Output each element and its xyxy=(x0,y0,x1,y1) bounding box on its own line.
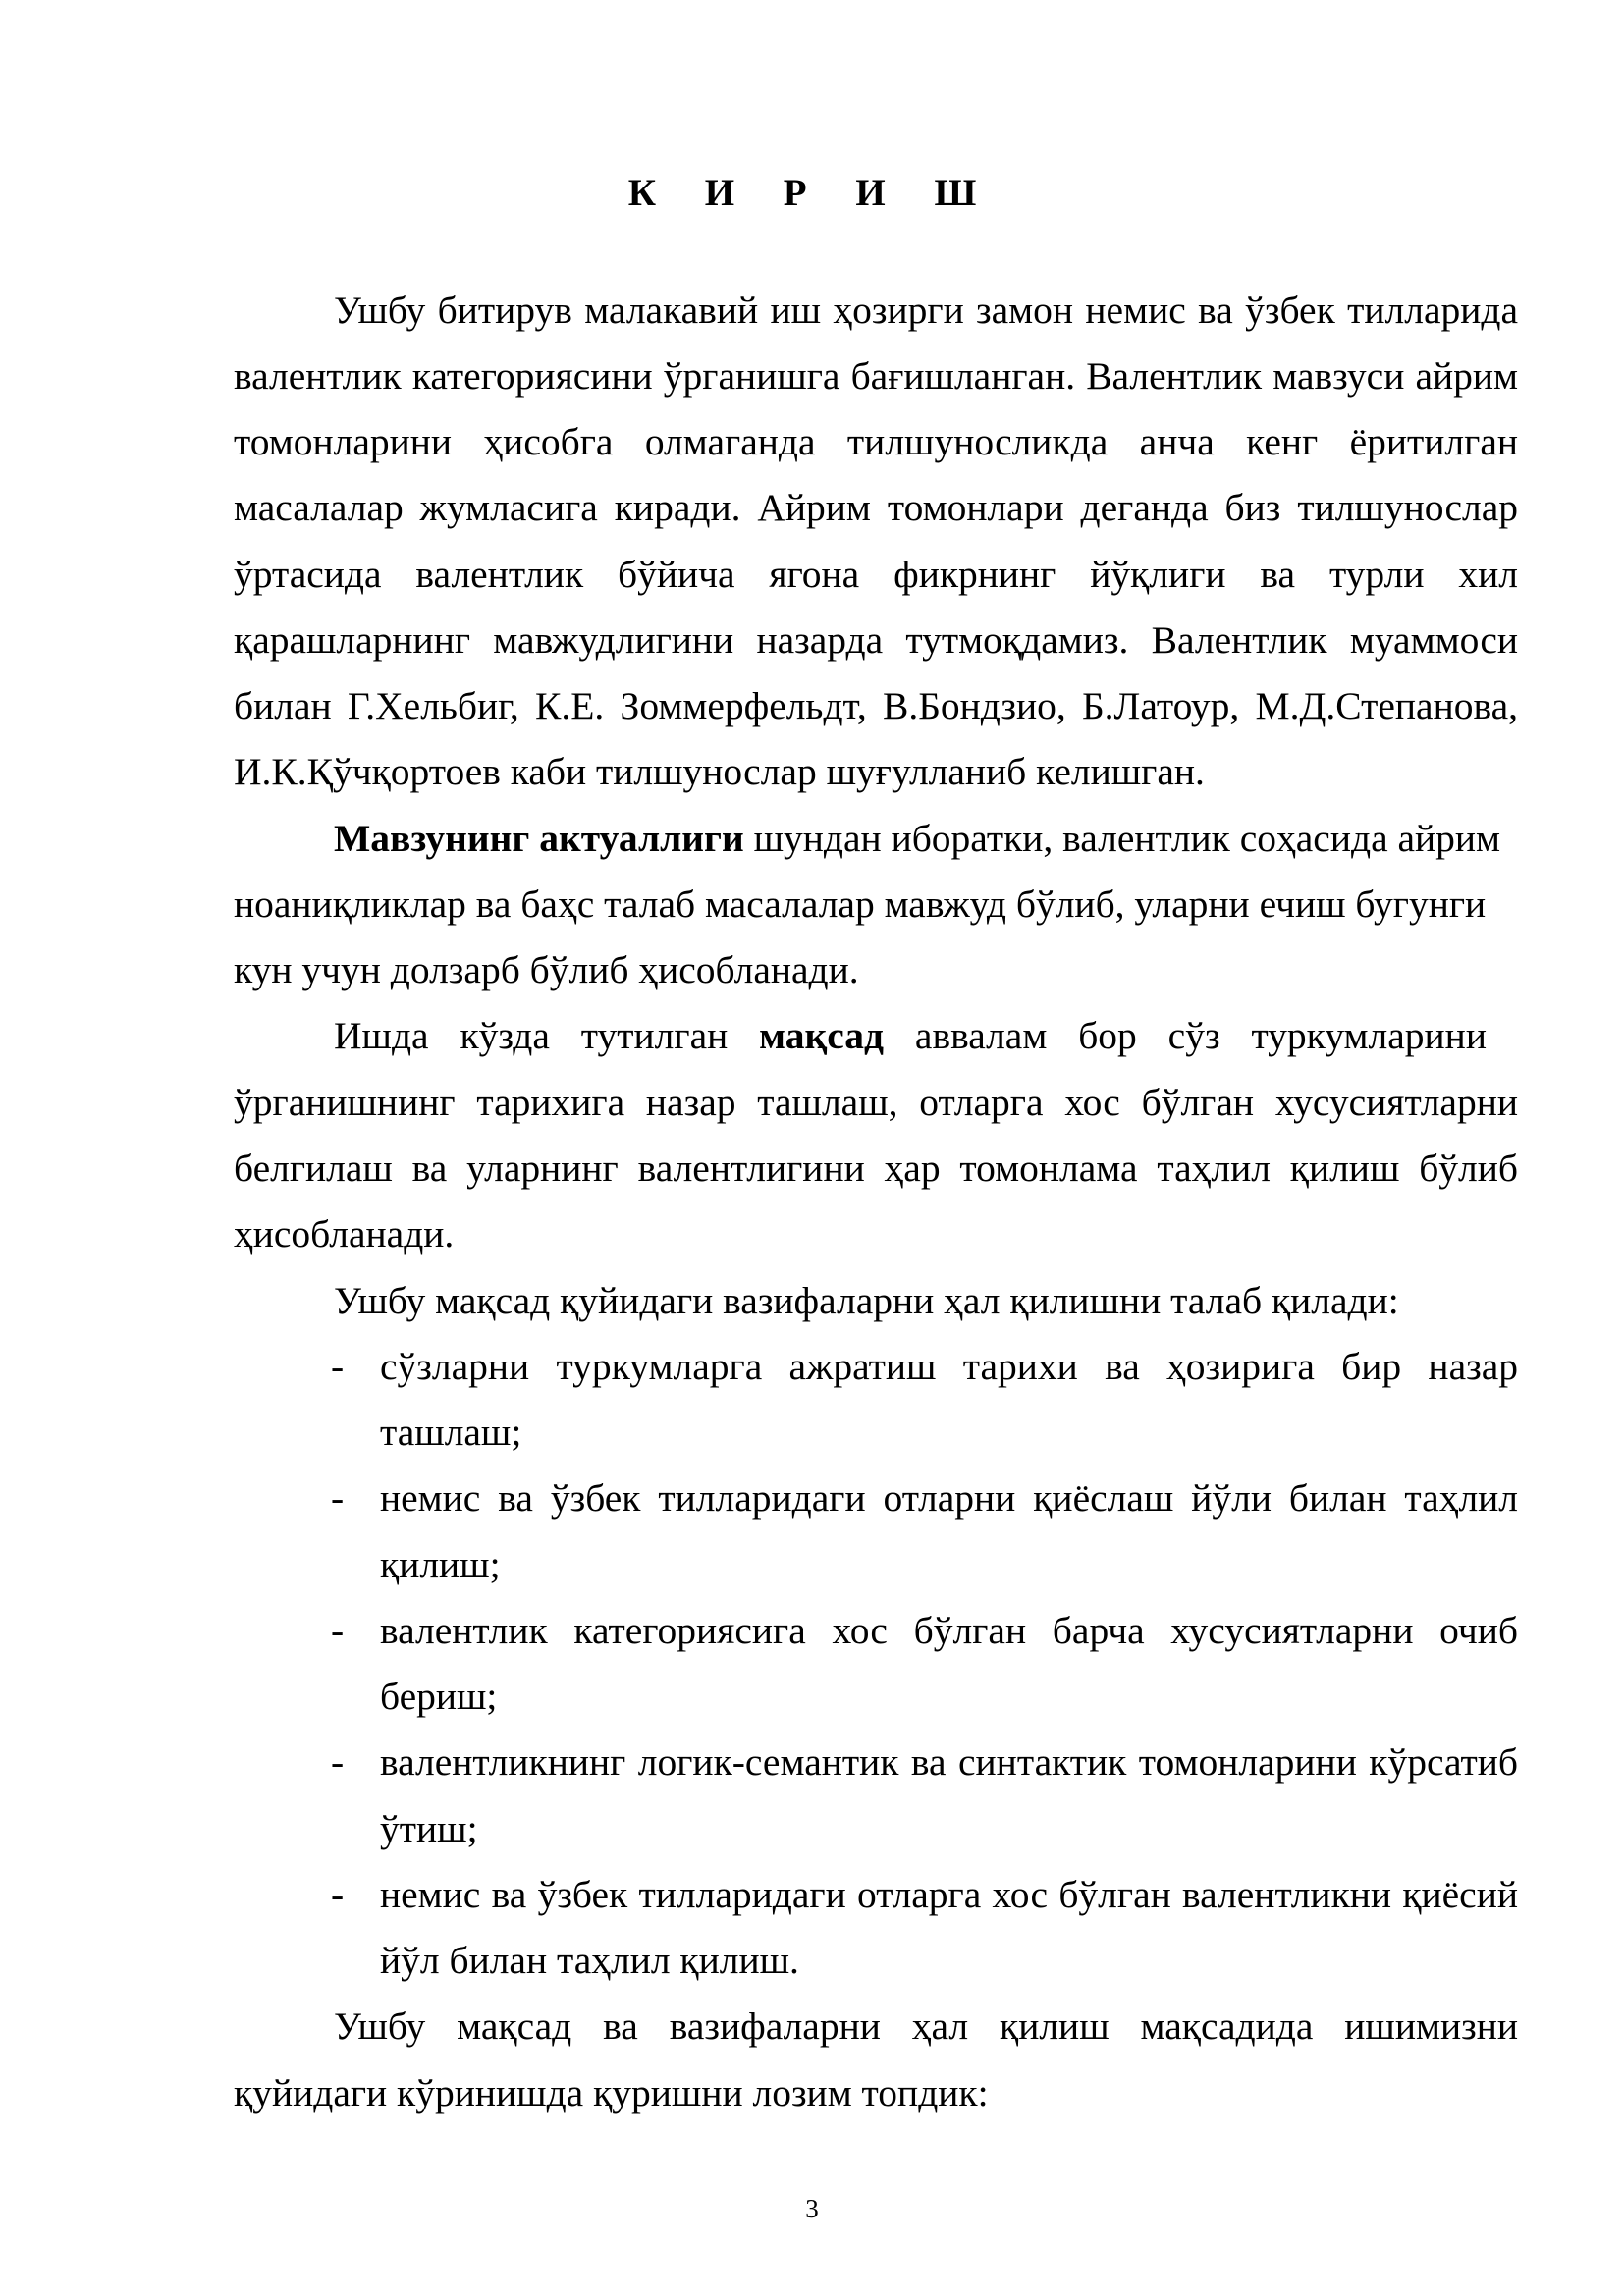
bold-term-relevance: Мавзунинг актуаллиги xyxy=(334,817,744,860)
paragraph-line: ўртасида валентлик бўйича ягона фикрнинг йўқлиги ва турли хил xyxy=(234,553,1518,596)
paragraph-line: белгилаш ва уларнинг валентлигини ҳар томонлама таҳлил қилиш бўлиб xyxy=(234,1147,1518,1190)
page-number: 3 xyxy=(805,2194,819,2223)
list-item-line: қилиш; xyxy=(380,1543,501,1586)
paragraph-line: ўрганишнинг тарихига назар ташлаш, отларга хос бўлган хусусиятларни xyxy=(234,1081,1518,1124)
paragraph-line: валентлик категориясини ўрганишга бағишланган. Валентлик мавзуси айрим xyxy=(234,354,1518,398)
paragraph-line: Ушбу мақсад ва вазифаларни ҳал қилиш мақсадида ишимизни xyxy=(334,2004,1518,2048)
text-run: Ишда кўзда тутилган xyxy=(334,1014,760,1057)
list-item-line: немис ва ўзбек тилларидаги отларга хос бўлган валентликни қиёсий xyxy=(380,1873,1518,1916)
list-item-line: валентлик категориясига хос бўлган барча хусусиятларни очиб xyxy=(380,1609,1518,1652)
list-bullet: - xyxy=(331,1345,345,1388)
paragraph-line xyxy=(334,815,1518,862)
list-item-line: ташлаш; xyxy=(380,1411,522,1454)
paragraph-line: Ушбу битирув малакавий иш ҳозирги замон немис ва ўзбек тилларида xyxy=(334,289,1518,332)
paragraph-line: кун учун долзарб бўлиб ҳисобланади. xyxy=(234,948,859,991)
paragraph-line: билан Г.Хельбиг, К.Е. Зоммерфельдт, В.Бондзио, Б.Латоур, М.Д.Степанова, xyxy=(234,684,1518,727)
paragraph-line: қарашларнинг мавжудлигини назарда тутмоқдамиз. Валентлик муаммоси xyxy=(234,618,1518,662)
list-item-line: ўтиш; xyxy=(380,1807,478,1850)
paragraph-line: масалалар жумласига киради. Айрим томонлари деганда биз тилшунослар xyxy=(234,486,1518,529)
paragraph-line: Ушбу мақсад қуйидаги вазифаларни ҳал қилишни талаб қилади: xyxy=(334,1279,1399,1322)
list-item-line: бериш; xyxy=(380,1675,498,1718)
list-bullet: - xyxy=(331,1476,345,1520)
list-item-line: немис ва ўзбек тилларидаги отларни қиёслаш йўли билан таҳлил xyxy=(380,1476,1518,1520)
text-run: шундан иборатки, валентлик соҳасида айрим xyxy=(743,817,1501,860)
page-title: К И Р И Ш xyxy=(627,172,997,214)
paragraph-line: ҳисобланади. xyxy=(234,1212,455,1255)
paragraph-line: томонларини ҳисобга олмаганда тилшуносликда анча кенг ёритилган xyxy=(234,420,1518,463)
list-bullet: - xyxy=(331,1609,345,1652)
paragraph-line xyxy=(334,1012,1518,1059)
list-item-line: сўзларни туркумларга ажратиш тарихи ва ҳозирига бир назар xyxy=(380,1345,1518,1388)
list-bullet: - xyxy=(331,1873,345,1916)
list-item-line: йўл билан таҳлил қилиш. xyxy=(380,1939,799,1982)
bold-term-goal: мақсад xyxy=(759,1014,885,1057)
list-bullet: - xyxy=(331,1740,345,1784)
text-run: аввалам бор сўз туркумларини xyxy=(884,1014,1487,1057)
paragraph-line: қуйидаги кўринишда қуришни лозим топдик: xyxy=(234,2071,989,2114)
list-item-line: валентликнинг логик-семантик ва синтактик томонларини кўрсатиб xyxy=(380,1740,1518,1784)
paragraph-line: И.К.Қўчқортоев каби тилшунослар шуғулланиб келишган. xyxy=(234,750,1205,793)
paragraph-line: ноаниқликлар ва баҳс талаб масалалар мавжуд бўлиб, уларни ечиш бугунги xyxy=(234,882,1487,926)
